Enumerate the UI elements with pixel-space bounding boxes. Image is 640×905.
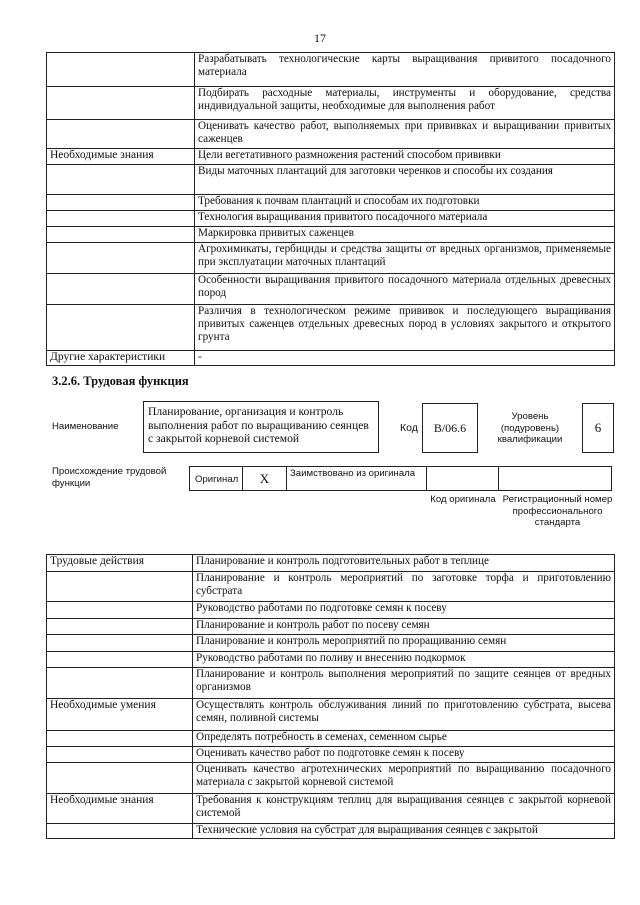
row-text: Планирование и контроль мероприятий по проращиванию семян	[193, 635, 615, 652]
row-text: Оценивать качество работ по подготовке семян к посеву	[193, 747, 615, 763]
row-label	[47, 120, 195, 149]
original-cell	[189, 466, 243, 491]
row-label	[47, 619, 193, 635]
row-label	[47, 824, 193, 839]
row-label	[47, 305, 195, 351]
section-title: 3.2.6. Трудовая функция	[52, 374, 189, 388]
row-text: Особенности выращивания привитого посадочного материала отдельных древесных пород	[195, 274, 615, 305]
row-label	[47, 165, 195, 195]
level-value: 6	[582, 403, 614, 453]
borrowed-cell	[287, 466, 427, 491]
row-text: Планирование и контроль работ по посеву семян	[193, 619, 615, 635]
original-mark: X	[243, 466, 287, 491]
row-text: Виды маточных плантаций для заготовки черенков и способы их создания	[195, 165, 615, 195]
reg-number-cell	[499, 466, 612, 491]
row-text: Планирование и контроль подготовительных работ в теплице	[193, 555, 615, 572]
row-label: Необходимые знания	[47, 149, 195, 165]
row-label: Необходимые знания	[47, 794, 193, 824]
code-label: Код	[400, 422, 418, 434]
bottom-requirements-table	[46, 554, 615, 839]
row-label	[47, 763, 193, 794]
row-label	[47, 195, 195, 211]
row-text: Оценивать качество агротехнических мероприятий по выращиванию посадочного материала с закрытой корневой системой	[193, 763, 615, 794]
row-text: Требования к конструкциям теплиц для выращивания сеянцев с закрытой корневой системой	[193, 794, 615, 824]
level-label: Уровень (подуровень) квалификации	[497, 411, 563, 445]
top-requirements-table	[46, 52, 615, 366]
row-text: -	[195, 351, 615, 366]
row-text: Планирование и контроль выполнения мероприятий по защите сеянцев от вредных организмов	[193, 668, 615, 699]
row-label	[47, 731, 193, 747]
origin-row	[189, 466, 612, 491]
function-name-box: Планирование, организация и контроль выполнения работ по выращиванию сеянцев с закрытой корневой системой	[143, 401, 379, 453]
row-text: Разрабатывать технологические карты выращивания привитого посадочного материала	[195, 53, 615, 87]
row-label	[47, 747, 193, 763]
row-text: Маркировка привитых саженцев	[195, 227, 615, 243]
row-text: Определять потребность в семенах, семенном сырье	[193, 731, 615, 747]
row-label: Трудовые действия	[47, 555, 193, 572]
name-label: Наименование	[52, 421, 119, 432]
row-label	[47, 602, 193, 619]
row-text: Требования к почвам плантаций и способам их подготовки	[195, 195, 615, 211]
row-label	[47, 274, 195, 305]
original-label: Оригинал	[195, 474, 239, 485]
row-text: Подбирать расходные материалы, инструменты и оборудование, средства индивидуальной защиты, необходимые для выполнения работ	[195, 87, 615, 120]
row-label: Другие характеристики	[47, 351, 195, 366]
row-text: Планирование и контроль мероприятий по заготовке торфа и приготовлению субстрата	[193, 572, 615, 602]
code-original-cell	[427, 466, 499, 491]
row-label	[47, 668, 193, 699]
row-label	[47, 227, 195, 243]
row-label	[47, 211, 195, 227]
row-text: Технология выращивания привитого посадочного материала	[195, 211, 615, 227]
row-text: Руководство работами по подготовке семян к посеву	[193, 602, 615, 619]
row-label	[47, 635, 193, 652]
row-text: Технические условия на субстрат для выращивания сеянцев с закрытой	[193, 824, 615, 839]
row-text: Цели вегетативного размножения растений способом прививки	[195, 149, 615, 165]
code-original-caption: Код оригинала	[430, 494, 496, 505]
row-label	[47, 243, 195, 274]
row-text: Руководство работами по поливу и внесению подкормок	[193, 652, 615, 668]
row-text: Агрохимикаты, гербициды и средства защиты от вредных организмов, применяемые при эксплуатации маточных плантаций	[195, 243, 615, 274]
row-text: Различия в технологическом режиме прививок и последующего выращивания привитых саженцев отдельных древесных пород в условиях закрытого и открытого грунта	[195, 305, 615, 351]
reg-number-caption: Регистрационный номер профессионального стандарта	[502, 494, 613, 528]
row-text: Оценивать качество работ, выполняемых при прививках и выращивании привитых саженцев	[195, 120, 615, 149]
origin-label: Происхождение трудовой функции	[52, 466, 167, 489]
row-label	[47, 572, 193, 602]
row-label	[47, 53, 195, 87]
page-number: 17	[314, 31, 326, 45]
row-label	[47, 652, 193, 668]
row-label: Необходимые умения	[47, 699, 193, 731]
borrowed-label: Заимствовано из оригинала	[290, 468, 416, 479]
row-label	[47, 87, 195, 120]
code-value: B/06.6	[422, 403, 478, 453]
row-text: Осуществлять контроль обслуживания линий по приготовлению субстрата, высева семян, поливной системы	[193, 699, 615, 731]
